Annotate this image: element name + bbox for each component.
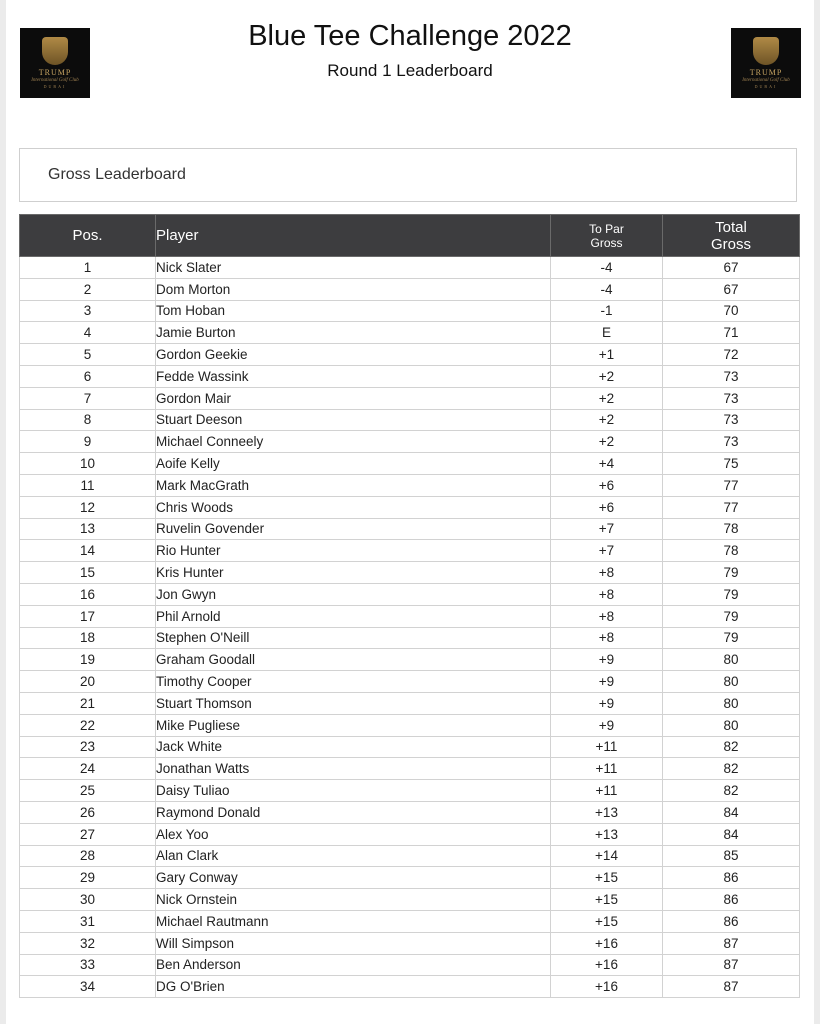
column-header-total [663, 215, 800, 257]
table-row [20, 257, 800, 279]
table-row [20, 627, 800, 649]
player-cell: Nick Ornstein [156, 889, 551, 911]
player-cell: Jonathan Watts [156, 758, 551, 780]
pos-cell: 27 [20, 823, 156, 845]
topar-cell: -1 [551, 300, 663, 322]
pos-cell: 12 [20, 496, 156, 518]
pos-cell: 26 [20, 801, 156, 823]
total-cell: 79 [663, 562, 800, 584]
pos-cell: 2 [20, 278, 156, 300]
table-row [20, 605, 800, 627]
player-cell: Dom Morton [156, 278, 551, 300]
topar-cell: +8 [551, 562, 663, 584]
topar-cell: +8 [551, 583, 663, 605]
section-title: Gross Leaderboard [48, 166, 186, 183]
player-cell: Tom Hoban [156, 300, 551, 322]
topar-cell: +2 [551, 409, 663, 431]
column-header-pos: Pos. [20, 215, 156, 257]
pos-cell: 11 [20, 474, 156, 496]
topar-cell: +9 [551, 649, 663, 671]
logo-text: TRUMP [38, 67, 72, 77]
leaderboard-table [19, 214, 800, 998]
total-cell: 85 [663, 845, 800, 867]
topar-cell: +2 [551, 387, 663, 409]
topar-cell: +15 [551, 867, 663, 889]
topar-cell: +13 [551, 823, 663, 845]
player-cell: Ruvelin Govender [156, 518, 551, 540]
column-header-player: Player [156, 215, 551, 257]
table-row [20, 365, 800, 387]
table-row [20, 714, 800, 736]
table-row [20, 344, 800, 366]
total-cell: 87 [663, 976, 800, 998]
club-logo-right [731, 28, 801, 98]
pos-cell: 4 [20, 322, 156, 344]
table-row [20, 671, 800, 693]
topar-cell: +14 [551, 845, 663, 867]
pos-cell: 34 [20, 976, 156, 998]
table-row [20, 278, 800, 300]
pos-cell: 10 [20, 453, 156, 475]
topar-cell: +6 [551, 474, 663, 496]
player-cell: Will Simpson [156, 932, 551, 954]
crest-icon [753, 37, 779, 65]
pos-cell: 23 [20, 736, 156, 758]
player-cell: Raymond Donald [156, 801, 551, 823]
player-cell: Michael Conneely [156, 431, 551, 453]
player-cell: Jamie Burton [156, 322, 551, 344]
player-cell: Gary Conway [156, 867, 551, 889]
table-row [20, 867, 800, 889]
topar-cell: +8 [551, 605, 663, 627]
pos-cell: 28 [20, 845, 156, 867]
player-cell: Timothy Cooper [156, 671, 551, 693]
player-cell: Ben Anderson [156, 954, 551, 976]
player-cell: Jack White [156, 736, 551, 758]
topar-cell: +9 [551, 714, 663, 736]
table-row [20, 954, 800, 976]
player-cell: Jon Gwyn [156, 583, 551, 605]
table-row [20, 496, 800, 518]
total-cell: 84 [663, 823, 800, 845]
table-row [20, 518, 800, 540]
table-row [20, 409, 800, 431]
table-row [20, 976, 800, 998]
pos-cell: 7 [20, 387, 156, 409]
pos-cell: 30 [20, 889, 156, 911]
player-cell: Mike Pugliese [156, 714, 551, 736]
pos-cell: 32 [20, 932, 156, 954]
total-cell: 78 [663, 540, 800, 562]
topar-cell: +13 [551, 801, 663, 823]
topar-cell: -4 [551, 278, 663, 300]
column-header-topar-line1: To Par [589, 221, 624, 236]
table-row [20, 823, 800, 845]
pos-cell: 31 [20, 910, 156, 932]
table-row [20, 562, 800, 584]
table-row [20, 910, 800, 932]
topar-cell: +7 [551, 540, 663, 562]
player-cell: DG O'Brien [156, 976, 551, 998]
total-cell: 80 [663, 649, 800, 671]
table-row [20, 649, 800, 671]
page-title: Blue Tee Challenge 2022 [248, 20, 572, 52]
topar-cell: -4 [551, 257, 663, 279]
pos-cell: 29 [20, 867, 156, 889]
table-row [20, 692, 800, 714]
table-header-row [20, 215, 800, 257]
topar-cell: +7 [551, 518, 663, 540]
total-cell: 67 [663, 278, 800, 300]
topar-cell: +16 [551, 932, 663, 954]
pos-cell: 18 [20, 627, 156, 649]
column-header-total-line2: Gross [710, 235, 751, 253]
topar-cell: +9 [551, 692, 663, 714]
total-cell: 80 [663, 714, 800, 736]
table-row [20, 801, 800, 823]
topar-cell: +2 [551, 431, 663, 453]
logo-subtext: International Golf Club [742, 77, 790, 83]
pos-cell: 6 [20, 365, 156, 387]
player-cell: Fedde Wassink [156, 365, 551, 387]
table-row [20, 780, 800, 802]
total-cell: 78 [663, 518, 800, 540]
pos-cell: 3 [20, 300, 156, 322]
player-cell: Stephen O'Neill [156, 627, 551, 649]
pos-cell: 16 [20, 583, 156, 605]
player-cell: Phil Arnold [156, 605, 551, 627]
player-cell: Gordon Mair [156, 387, 551, 409]
topar-cell: +8 [551, 627, 663, 649]
total-cell: 73 [663, 387, 800, 409]
table-row [20, 583, 800, 605]
player-cell: Alan Clark [156, 845, 551, 867]
table-row [20, 889, 800, 911]
player-cell: Michael Rautmann [156, 910, 551, 932]
player-cell: Mark MacGrath [156, 474, 551, 496]
table-row [20, 845, 800, 867]
player-cell: Chris Woods [156, 496, 551, 518]
pos-cell: 22 [20, 714, 156, 736]
logo-text: TRUMP [749, 67, 783, 77]
column-header-topar-line2: Gross [590, 235, 623, 250]
topar-cell: +9 [551, 671, 663, 693]
total-cell: 80 [663, 671, 800, 693]
total-cell: 86 [663, 910, 800, 932]
topar-cell: +15 [551, 910, 663, 932]
topar-cell: +11 [551, 758, 663, 780]
pos-cell: 1 [20, 257, 156, 279]
player-cell: Stuart Thomson [156, 692, 551, 714]
table-row [20, 453, 800, 475]
pos-cell: 19 [20, 649, 156, 671]
total-cell: 73 [663, 431, 800, 453]
player-cell: Gordon Geekie [156, 344, 551, 366]
player-cell: Aoife Kelly [156, 453, 551, 475]
total-cell: 80 [663, 692, 800, 714]
table-row [20, 736, 800, 758]
topar-cell: +1 [551, 344, 663, 366]
topar-cell: +6 [551, 496, 663, 518]
total-cell: 73 [663, 365, 800, 387]
total-cell: 86 [663, 867, 800, 889]
topar-cell: +16 [551, 976, 663, 998]
total-cell: 70 [663, 300, 800, 322]
table-row [20, 474, 800, 496]
topar-cell: +11 [551, 736, 663, 758]
table-row [20, 387, 800, 409]
player-cell: Rio Hunter [156, 540, 551, 562]
total-cell: 82 [663, 736, 800, 758]
pos-cell: 20 [20, 671, 156, 693]
topar-cell: +4 [551, 453, 663, 475]
player-cell: Nick Slater [156, 257, 551, 279]
topar-cell: +2 [551, 365, 663, 387]
logo-city: DUBAI [754, 83, 778, 89]
logo-subtext: International Golf Club [31, 77, 79, 83]
total-cell: 79 [663, 583, 800, 605]
topar-cell: +11 [551, 780, 663, 802]
total-cell: 67 [663, 257, 800, 279]
pos-cell: 25 [20, 780, 156, 802]
pos-cell: 21 [20, 692, 156, 714]
total-cell: 75 [663, 453, 800, 475]
total-cell: 82 [663, 780, 800, 802]
total-cell: 72 [663, 344, 800, 366]
pos-cell: 24 [20, 758, 156, 780]
pos-cell: 33 [20, 954, 156, 976]
total-cell: 87 [663, 932, 800, 954]
column-header-total-line1: Total [715, 218, 747, 236]
total-cell: 77 [663, 474, 800, 496]
total-cell: 86 [663, 889, 800, 911]
player-cell: Graham Goodall [156, 649, 551, 671]
total-cell: 73 [663, 409, 800, 431]
total-cell: 79 [663, 627, 800, 649]
pos-cell: 13 [20, 518, 156, 540]
page-subtitle: Round 1 Leaderboard [327, 61, 493, 80]
total-cell: 71 [663, 322, 800, 344]
total-cell: 79 [663, 605, 800, 627]
table-row [20, 300, 800, 322]
total-cell: 77 [663, 496, 800, 518]
total-cell: 82 [663, 758, 800, 780]
player-cell: Stuart Deeson [156, 409, 551, 431]
pos-cell: 17 [20, 605, 156, 627]
section-header-box [19, 148, 797, 202]
logo-city: DUBAI [43, 83, 67, 89]
pos-cell: 15 [20, 562, 156, 584]
pos-cell: 14 [20, 540, 156, 562]
table-row [20, 322, 800, 344]
player-cell: Daisy Tuliao [156, 780, 551, 802]
table-row [20, 431, 800, 453]
topar-cell: +16 [551, 954, 663, 976]
table-row [20, 540, 800, 562]
table-row [20, 932, 800, 954]
pos-cell: 5 [20, 344, 156, 366]
topar-cell: +15 [551, 889, 663, 911]
leaderboard-sheet [6, 0, 814, 1024]
total-cell: 84 [663, 801, 800, 823]
pos-cell: 9 [20, 431, 156, 453]
column-header-topar [551, 215, 663, 257]
player-cell: Alex Yoo [156, 823, 551, 845]
player-cell: Kris Hunter [156, 562, 551, 584]
total-cell: 87 [663, 954, 800, 976]
table-row [20, 758, 800, 780]
pos-cell: 8 [20, 409, 156, 431]
topar-cell: E [551, 322, 663, 344]
